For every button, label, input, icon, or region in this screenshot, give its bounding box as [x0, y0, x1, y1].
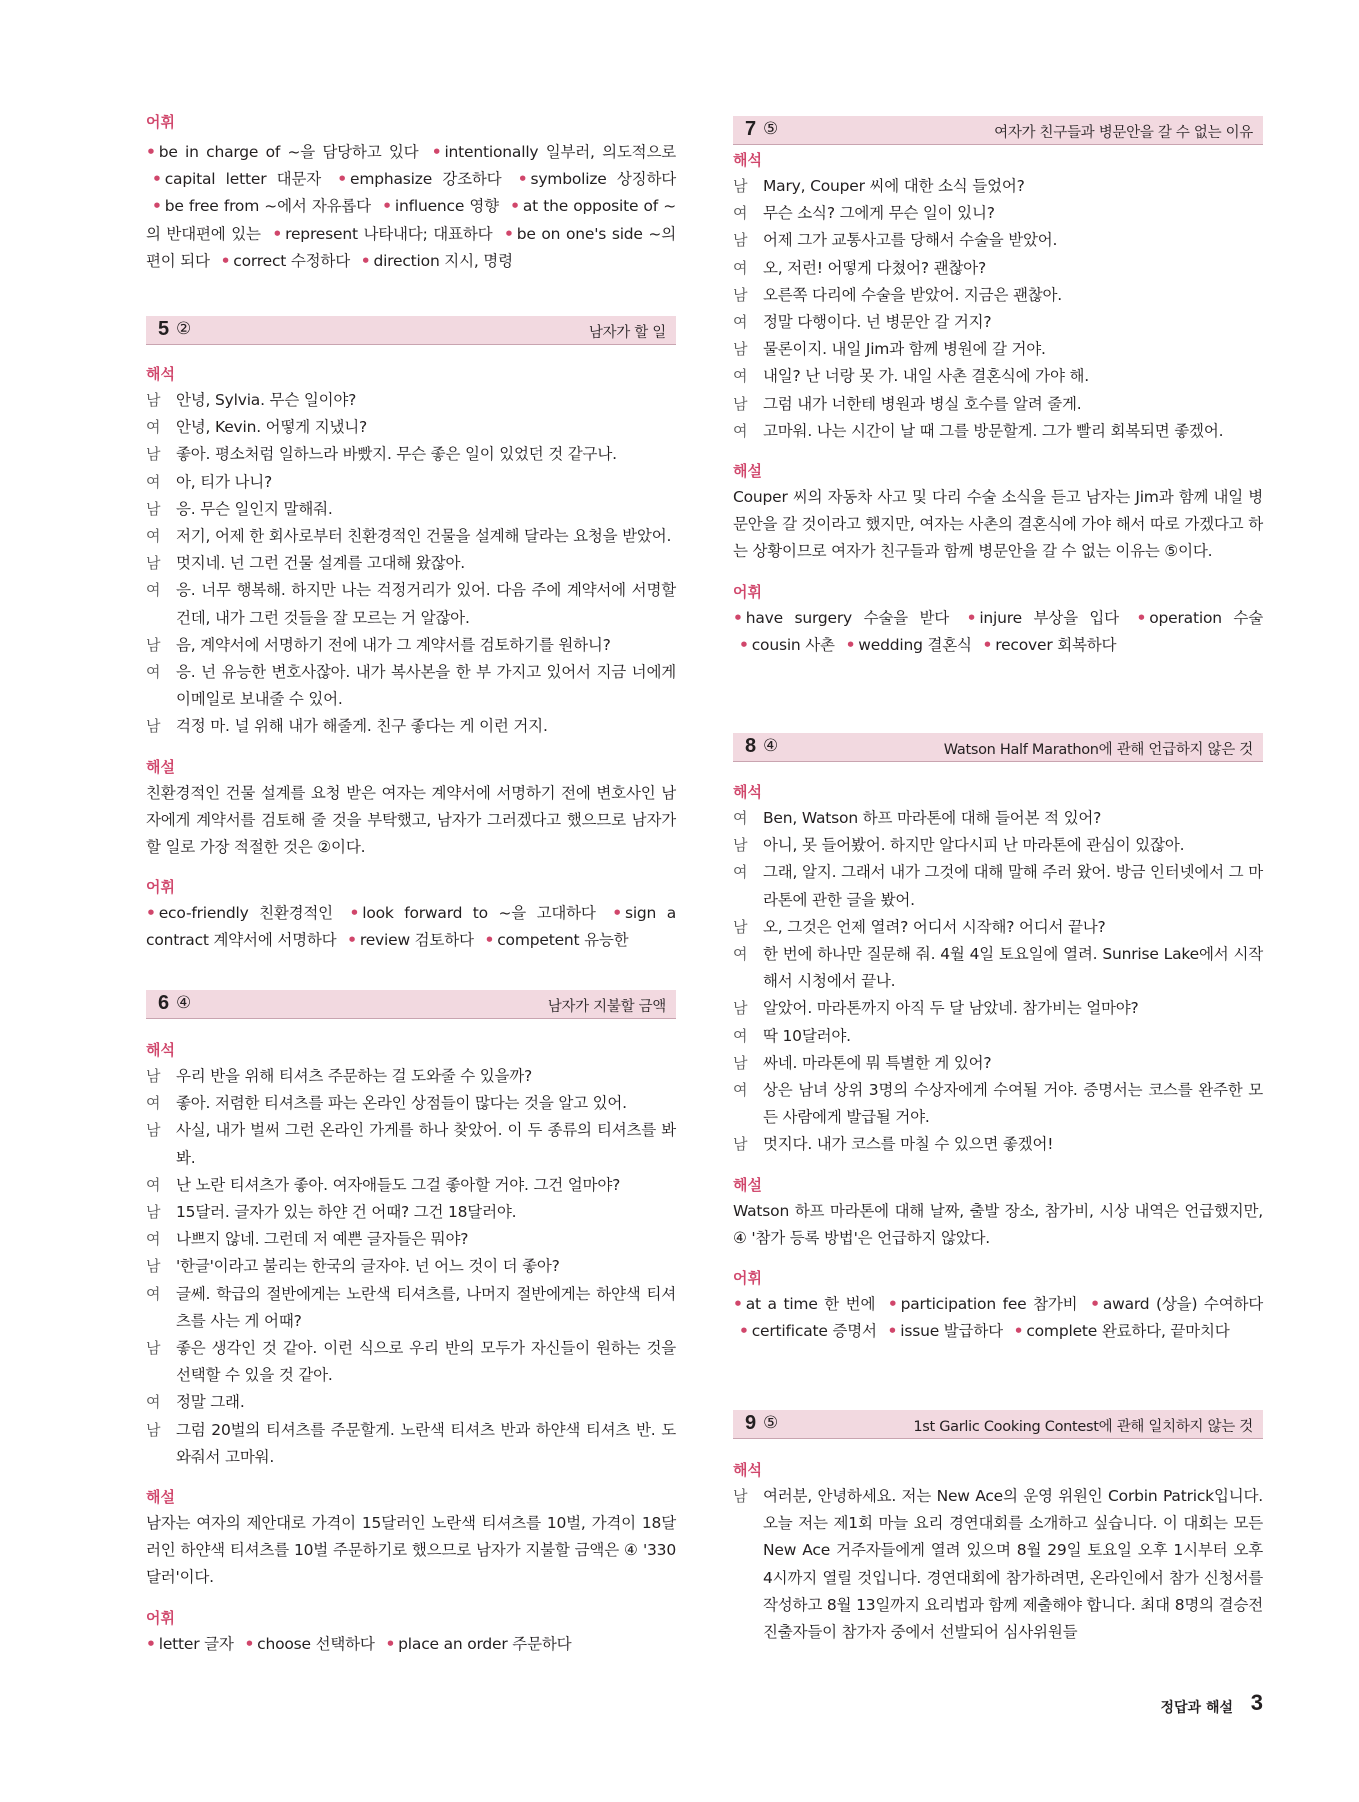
dialogue-list	[146, 1063, 676, 1471]
answer-mark: ②	[176, 319, 192, 339]
translation-label: 해석	[733, 1461, 762, 1479]
vocab-label: 어휘	[733, 1269, 762, 1288]
vocab-item: symbolize 상징하다	[530, 170, 676, 189]
speaker-label: 남	[733, 340, 748, 359]
dialogue-line	[733, 391, 1263, 418]
speaker-label: 남	[146, 554, 161, 573]
speaker-label: 남	[733, 917, 748, 936]
vocab-item: operation 수술	[1149, 608, 1263, 627]
vocab-item: be in charge of ~을 담당하고 있다	[158, 143, 419, 161]
dialogue-text: 걱정 마. 널 위해 내가 해줄게. 친구 좋다는 게 이런 거지.	[176, 717, 548, 736]
dialogue-line	[146, 387, 676, 414]
dialogue-text: 오른쪽 다리에 수술을 받았어. 지금은 괜찮아.	[763, 285, 1063, 304]
dialogue-line	[733, 995, 1263, 1022]
dialogue-line	[146, 1335, 676, 1389]
question-number: 5	[158, 318, 170, 340]
bullet-icon: •	[1136, 608, 1147, 627]
dialogue-text: 멋지다. 내가 코스를 마칠 수 있으면 좋겠어!	[763, 1135, 1054, 1154]
dialogue-text: 정말 다행이다. 넌 병문안 갈 거지?	[763, 313, 992, 332]
bullet-icon: •	[484, 931, 495, 950]
speaker-label: 남	[146, 1067, 161, 1085]
dialogue-text: 물론이지. 내일 Jim과 함께 병원에 갈 거야.	[763, 340, 1046, 359]
speaker-label: 남	[146, 1121, 161, 1140]
dialogue-text: 딱 10달러야.	[763, 1026, 851, 1045]
dialogue-text: 한 번에 하나만 질문해 줘. 4월 4일 토요일에 열려. Sunrise Lake에서 시작해서 시청에서 끝나.	[763, 945, 1263, 991]
dialogue-line	[146, 577, 676, 631]
dialogue-line	[733, 1483, 1263, 1646]
vocab-item: direction 지시, 명령	[373, 251, 513, 270]
speaker-label: 남	[733, 1135, 748, 1154]
dialogue-text: 오, 그것은 언제 열려? 어디서 시작해? 어디서 끝나?	[763, 917, 1106, 936]
speaker-label: 여	[733, 1081, 748, 1100]
bullet-icon: •	[517, 170, 528, 189]
dialogue-line	[146, 632, 676, 659]
vocab-item: recover 회복하다	[995, 635, 1117, 654]
dialogue-line	[733, 1077, 1263, 1131]
question-title: 1st Garlic Cooking Contest에 관해 일치하지 않는 것	[913, 1419, 1253, 1435]
dialogue-line	[733, 173, 1263, 200]
explanation-label: 해설	[733, 1175, 762, 1194]
translation-label: 해석	[733, 151, 762, 169]
speaker-label: 여	[146, 418, 161, 437]
dialogue-line	[733, 914, 1263, 941]
dialogue-line	[146, 713, 676, 740]
q4-vocab-section	[146, 112, 676, 275]
speaker-label: 남	[733, 1053, 748, 1072]
vocab-item: complete 완료하다, 끝마치다	[1026, 1322, 1230, 1341]
bullet-icon: •	[1013, 1322, 1024, 1341]
q9-body	[733, 1460, 1263, 1646]
dialogue-line	[733, 336, 1263, 363]
bullet-icon: •	[510, 197, 520, 216]
explanation-text: Watson 하프 마라톤에 대해 날짜, 출발 장소, 참가비, 시상 내역은 언급했지만, ④ '참가 등록 방법'은 언급하지 않았다.	[733, 1201, 1263, 1247]
bullet-icon: •	[152, 197, 162, 216]
q6-body	[146, 1040, 676, 1658]
vocab-item: be on one's side ~의 편이 되다	[146, 224, 676, 270]
dialogue-line	[146, 1417, 676, 1471]
dialogue-line	[733, 1050, 1263, 1077]
dialogue-line	[733, 200, 1263, 227]
speaker-label: 여	[146, 527, 161, 546]
bullet-icon: •	[382, 197, 392, 216]
dialogue-text: '한글'이라고 불리는 한국의 글자야. 넌 어느 것이 더 좋아?	[176, 1257, 560, 1276]
dialogue-line	[146, 1117, 676, 1171]
speaker-label: 남	[146, 445, 161, 464]
dialogue-text: 좋아. 저렴한 티셔츠를 파는 온라인 상점들이 많다는 것을 알고 있어.	[176, 1094, 627, 1113]
vocab-item: place an order 주문하다	[398, 1634, 572, 1653]
bullet-icon: •	[612, 904, 622, 923]
dialogue-text: 고마워. 나는 시간이 날 때 그를 방문할게. 그가 빨리 회복되면 좋겠어.	[763, 421, 1224, 440]
speaker-label: 여	[733, 258, 748, 277]
speaker-label: 남	[733, 1487, 748, 1505]
speaker-label: 여	[146, 1230, 161, 1249]
dialogue-text: 좋은 생각인 것 같아. 이런 식으로 우리 반의 모두가 자신들이 원하는 것을 선택할 수 있을 것 같아.	[176, 1339, 676, 1385]
vocab-item: intentionally 일부러, 의도적으로	[444, 143, 677, 161]
q8-header-bar	[733, 733, 1263, 762]
speaker-label: 여	[146, 1175, 161, 1194]
dialogue-line	[733, 1023, 1263, 1050]
vocab-item: emphasize 강조하다	[350, 170, 502, 189]
speaker-label: 여	[146, 1284, 161, 1303]
dialogue-line	[146, 550, 676, 577]
vocab-list	[146, 900, 676, 954]
vocab-item: review 검토하다	[359, 931, 474, 950]
dialogue-text: 안녕, Kevin. 어떻게 지냈니?	[176, 418, 368, 437]
bullet-icon: •	[146, 143, 156, 161]
dialogue-line	[146, 659, 676, 713]
dialogue-line	[146, 523, 676, 550]
dialogue-line	[146, 1090, 676, 1117]
vocab-label: 어휘	[146, 113, 175, 131]
dialogue-text: 싸네. 마라톤에 뭐 특별한 게 있어?	[763, 1053, 992, 1072]
bullet-icon: •	[887, 1322, 898, 1341]
dialogue-line	[733, 227, 1263, 254]
question-number: 8	[745, 735, 757, 757]
dialogue-text: 그럼 내가 너한테 병원과 병실 호수를 알려 줄게.	[763, 394, 1082, 413]
dialogue-text: 여러분, 안녕하세요. 저는 New Ace의 운영 위원인 Corbin Patrick입니다. 오늘 저는 제1회 마늘 요리 경연대회를 소개하고 싶습니다. 이 대회는 모든 New Ace 거주자들에게 열려 있으며 8월 29일 토요일 오후 1시부터 오후 4시까지 열릴 것입니다. 경연대회에 참가하려면, 온라인에서 참가 신청서를 작성하고 8월 13일까지 요리법과 함께 제출해야 합니다. 최대 8명의 결승전 진출자들이 참가자 중에서 선발되어 심사위원들	[763, 1487, 1263, 1642]
speaker-label: 남	[146, 1257, 161, 1276]
dialogue-text: 좋아. 평소처럼 일하느라 바빴지. 무슨 좋은 일이 있었던 것 같구나.	[176, 445, 617, 464]
vocab-item: at the opposite of ~의 반대편에 있는	[146, 197, 677, 243]
vocab-label: 어휘	[146, 878, 175, 897]
bullet-icon: •	[360, 251, 371, 270]
q6-header-bar	[146, 990, 676, 1019]
bullet-icon: •	[220, 251, 231, 270]
speaker-label: 남	[733, 394, 748, 413]
speaker-label: 여	[733, 1026, 748, 1045]
vocab-list	[146, 139, 676, 275]
bullet-icon: •	[347, 931, 357, 950]
speaker-label: 남	[733, 231, 748, 250]
explanation-label: 해설	[733, 462, 762, 481]
dialogue-text: 응. 넌 유능한 변호사잖아. 내가 복사본을 한 부 가지고 있어서 지금 너에게 이메일로 보내줄 수 있어.	[176, 663, 676, 709]
bullet-icon: •	[887, 1295, 898, 1314]
dialogue-line	[146, 1063, 676, 1090]
dialogue-text: 어제 그가 교통사고를 당해서 수술을 받았어.	[763, 231, 1058, 250]
speaker-label: 여	[146, 1094, 161, 1113]
vocab-item: look forward to ~을 고대하다	[362, 904, 596, 923]
speaker-label: 남	[733, 836, 748, 855]
dialogue-line	[146, 1226, 676, 1253]
question-title: 여자가 친구들과 병문안을 갈 수 없는 이유	[994, 125, 1253, 141]
speaker-label: 남	[146, 1339, 161, 1358]
bullet-icon: •	[1090, 1295, 1100, 1314]
dialogue-line	[733, 309, 1263, 336]
bullet-icon: •	[739, 635, 749, 654]
bullet-icon: •	[733, 608, 743, 627]
explanation-text: 남자는 여자의 제안대로 가격이 15달러인 노란색 티셔츠를 10벌, 가격이 18달러인 하얀색 티셔츠를 10벌 주문하기로 했으므로 남자가 지불할 금액은 ④ '330달러'이다.	[146, 1514, 676, 1587]
translation-label: 해석	[146, 1041, 175, 1059]
vocab-item: be free from ~에서 자유롭다	[164, 197, 371, 216]
vocab-list	[733, 1291, 1263, 1345]
dialogue-text: 응. 너무 행복해. 하지만 나는 걱정거리가 있어. 다음 주에 계약서에 서명할 건데, 내가 그런 것들을 잘 모르는 거 알잖아.	[176, 581, 676, 627]
dialogue-text: 저기, 어제 한 회사로부터 친환경적인 건물을 설계해 달라는 요청을 받았어.	[176, 527, 672, 546]
dialogue-text: 15달러. 글자가 있는 하얀 건 어때? 그건 18달러야.	[176, 1203, 517, 1222]
speaker-label: 남	[733, 285, 748, 304]
vocab-item: sign a contract 계약서에 서명하다	[146, 904, 677, 950]
bullet-icon: •	[385, 1634, 396, 1653]
speaker-label: 여	[146, 1393, 161, 1412]
dialogue-text: 사실, 내가 벌써 그런 온라인 가게를 하나 찾았어. 이 두 종류의 티셔츠를 봐 봐.	[176, 1121, 676, 1167]
q5-body	[146, 364, 676, 955]
bullet-icon: •	[966, 608, 977, 627]
vocab-item: issue 발급하다	[900, 1322, 1003, 1341]
dialogue-text: 그럼 20벌의 티셔츠를 주문할게. 노란색 티셔츠 반과 하얀색 티셔츠 반. 도와줘서 고마워.	[176, 1420, 676, 1466]
explanation-label: 해설	[146, 757, 175, 776]
bullet-icon: •	[733, 1295, 743, 1314]
bullet-icon: •	[845, 635, 856, 654]
dialogue-line	[146, 1172, 676, 1199]
dialogue-line	[733, 418, 1263, 445]
answer-mark: ④	[176, 993, 192, 1013]
dialogue-list	[733, 805, 1263, 1159]
speaker-label: 여	[733, 421, 748, 440]
dialogue-text: 상은 남녀 상위 3명의 수상자에게 수여될 거야. 증명서는 코스를 완주한 모든 사람에게 발급될 거야.	[763, 1081, 1263, 1127]
speaker-label: 여	[146, 663, 161, 682]
dialogue-text: 아, 티가 나니?	[176, 472, 273, 491]
dialogue-list	[733, 173, 1263, 445]
vocab-item: correct 수정하다	[233, 251, 350, 270]
question-number: 9	[745, 1412, 757, 1434]
footer-label: 정답과 해설	[1160, 1700, 1233, 1716]
dialogue-text: 정말 그래.	[176, 1393, 245, 1412]
dialogue-text: 내일? 난 너랑 못 가. 내일 사촌 결혼식에 가야 해.	[763, 367, 1089, 386]
vocab-item: participation fee 참가비	[900, 1295, 1078, 1314]
dialogue-line	[733, 832, 1263, 859]
vocab-list	[146, 1631, 676, 1658]
dialogue-line	[733, 859, 1263, 913]
dialogue-line	[146, 1389, 676, 1416]
answer-mark: ⑤	[763, 1413, 779, 1433]
q8-body	[733, 782, 1263, 1345]
bullet-icon: •	[272, 224, 283, 243]
bullet-icon: •	[146, 904, 156, 923]
dialogue-text: 그래, 알지. 그래서 내가 그것에 대해 말해 주러 왔어. 방금 인터넷에서 그 마라톤에 관한 글을 봤어.	[763, 863, 1263, 909]
bullet-icon: •	[739, 1322, 749, 1341]
q9-header-bar	[733, 1410, 1263, 1439]
dialogue-line	[733, 363, 1263, 390]
vocab-item: cousin 사촌	[751, 635, 835, 654]
dialogue-text: 응. 무슨 일인지 말해줘.	[176, 499, 333, 518]
vocab-label: 어휘	[733, 582, 762, 601]
speaker-label: 여	[733, 367, 748, 386]
explanation-text: Couper 씨의 자동차 사고 및 다리 수술 소식을 듣고 남자는 Jim과 함께 내일 병문안을 갈 것이라고 했지만, 여자는 사촌의 결혼식에 가야 해서 따로 가겠다고 하는 상황이므로 여자가 친구들과 함께 병문안을 갈 수 없는 이유는 ⑤이다.	[733, 488, 1263, 561]
speaker-label: 남	[146, 499, 161, 518]
q7-body	[733, 150, 1263, 659]
dialogue-text: 멋지네. 넌 그런 건물 설계를 고대해 왔잖아.	[176, 554, 465, 573]
dialogue-line	[146, 496, 676, 523]
vocab-item: competent 유능한	[497, 931, 629, 950]
vocab-item: injure 부상을 입다	[979, 608, 1119, 627]
dialogue-line	[733, 1131, 1263, 1158]
dialogue-text: 글쎄. 학급의 절반에게는 노란색 티셔츠를, 나머지 절반에게는 하얀색 티셔츠를 사는 게 어때?	[176, 1284, 676, 1330]
speaker-label: 여	[733, 204, 748, 223]
vocab-item: choose 선택하다	[257, 1634, 375, 1653]
q7-header-bar	[733, 116, 1263, 145]
bullet-icon: •	[982, 635, 993, 654]
bullet-icon: •	[349, 904, 360, 923]
speaker-label: 남	[146, 717, 161, 736]
dialogue-text: 안녕, Sylvia. 무슨 일이야?	[176, 391, 357, 409]
speaker-label: 여	[733, 945, 748, 964]
speaker-label: 여	[733, 313, 748, 332]
dialogue-text: 난 노란 티셔츠가 좋아. 여자애들도 그걸 좋아할 거야. 그건 얼마야?	[176, 1175, 621, 1194]
vocab-item: capital letter 대문자	[164, 170, 321, 189]
vocab-list	[733, 605, 1263, 659]
dialogue-line	[146, 1281, 676, 1335]
dialogue-line	[146, 1199, 676, 1226]
dialogue-line	[146, 414, 676, 441]
speaker-label: 여	[146, 581, 161, 600]
speaker-label: 남	[146, 635, 161, 654]
speaker-label: 남	[733, 999, 748, 1018]
speaker-label: 남	[146, 391, 161, 409]
dialogue-line	[146, 1253, 676, 1280]
dialogue-text: 알았어. 마라톤까지 아직 두 달 남았네. 참가비는 얼마야?	[763, 999, 1139, 1018]
dialogue-list	[146, 387, 676, 741]
dialogue-text: 무슨 소식? 그에게 무슨 일이 있니?	[763, 204, 995, 223]
speaker-label: 남	[146, 1420, 161, 1439]
dialogue-text: Ben, Watson 하프 마라톤에 대해 들어본 적 있어?	[763, 809, 1102, 827]
explanation-label: 해설	[146, 1488, 175, 1507]
dialogue-text: 아니, 못 들어봤어. 하지만 알다시피 난 마라톤에 관심이 있잖아.	[763, 836, 1185, 855]
dialogue-text: 오, 저런! 어떻게 다쳤어? 괜찮아?	[763, 258, 986, 277]
vocab-item: represent 나타내다; 대표하다	[285, 224, 493, 243]
dialogue-text: 나쁘지 않네. 그런데 저 예쁜 글자들은 뭐야?	[176, 1230, 469, 1249]
answer-mark: ⑤	[763, 119, 779, 139]
dialogue-list	[733, 1483, 1263, 1646]
vocab-item: eco-friendly 친환경적인	[158, 904, 333, 923]
dialogue-line	[733, 255, 1263, 282]
question-title: 남자가 지불할 금액	[547, 999, 666, 1015]
question-title: Watson Half Marathon에 관해 언급하지 않은 것	[943, 742, 1253, 758]
answer-mark: ④	[763, 736, 779, 756]
question-title: 남자가 할 일	[588, 325, 666, 341]
speaker-label: 여	[733, 863, 748, 882]
speaker-label: 남	[733, 177, 748, 195]
vocab-item: wedding 결혼식	[858, 635, 972, 654]
speaker-label: 여	[733, 809, 748, 827]
speaker-label: 여	[146, 472, 161, 491]
dialogue-text: Mary, Couper 씨에 대한 소식 들었어?	[763, 177, 1025, 195]
translation-label: 해석	[733, 783, 762, 801]
bullet-icon: •	[244, 1634, 255, 1653]
vocab-label: 어휘	[146, 1608, 175, 1627]
vocab-item: award (상을) 수여하다	[1102, 1295, 1264, 1314]
dialogue-line	[733, 282, 1263, 309]
dialogue-line	[733, 941, 1263, 995]
explanation-text: 친환경적인 건물 설계를 요청 받은 여자는 계약서에 서명하기 전에 변호사인 남자에게 계약서를 검토해 줄 것을 부탁했고, 남자가 그러겠다고 했으므로 남자가 할 일로 가장 적절한 것은 ②이다.	[146, 783, 676, 857]
question-number: 6	[158, 992, 170, 1014]
dialogue-line	[733, 805, 1263, 832]
speaker-label: 남	[146, 1203, 161, 1222]
vocab-item: letter 글자	[158, 1634, 234, 1653]
vocab-item: at a time 한 번에	[745, 1295, 876, 1314]
vocab-item: have surgery 수술을 받다	[745, 608, 950, 627]
q5-header-bar	[146, 316, 676, 345]
bullet-icon: •	[431, 143, 442, 161]
dialogue-line	[146, 469, 676, 496]
dialogue-text: 음, 계약서에 서명하기 전에 내가 그 계약서를 검토하기를 원하니?	[176, 635, 611, 654]
bullet-icon: •	[337, 170, 347, 189]
translation-label: 해석	[146, 365, 175, 383]
dialogue-line	[146, 441, 676, 468]
page-number: 3	[1250, 1690, 1263, 1715]
bullet-icon: •	[504, 224, 514, 243]
question-number: 7	[745, 118, 757, 140]
dialogue-text: 우리 반을 위해 티셔츠 주문하는 걸 도와줄 수 있을까?	[176, 1067, 533, 1085]
bullet-icon: •	[152, 170, 162, 189]
vocab-item: certificate 증명서	[751, 1322, 877, 1341]
bullet-icon: •	[146, 1634, 156, 1653]
vocab-item: influence 영향	[394, 197, 499, 216]
